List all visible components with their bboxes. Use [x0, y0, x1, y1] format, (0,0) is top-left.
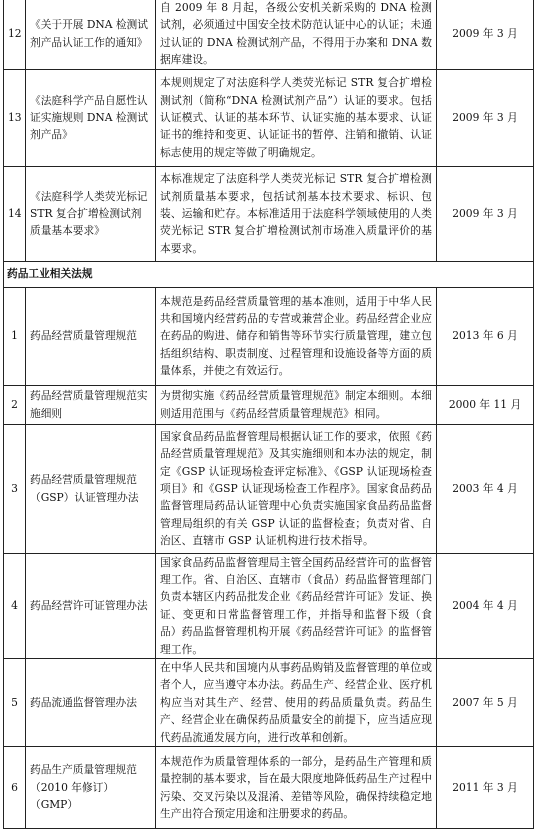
regulation-name: 药品经营许可证管理办法	[26, 553, 156, 658]
row-number: 3	[4, 424, 26, 553]
row-number: 12	[4, 0, 26, 69]
regulation-name: 《关于开展 DNA 检测试剂产品认证工作的通知》	[26, 0, 156, 69]
regulation-name: 药品经营质量管理规范（GSP）认证管理办法	[26, 424, 156, 553]
regulation-description: 为贯彻实施《药品经营质量管理规范》制定本细则。本细则适用范围与《药品经营质量管理规范》相同。	[156, 385, 437, 424]
section-title: 药品工业相关法规	[4, 261, 534, 287]
regulation-description: 自 2009 年 8 月起，各级公安机关新采购的 DNA 检测试剂，必须通过中国安全技术防范认证中心的认证；未通过认证的 DNA 检测试剂产品，不得用于办案和 DNA 数据库建设。	[156, 0, 437, 69]
row-number: 2	[4, 385, 26, 424]
regulation-date: 2007 年 5 月	[437, 659, 534, 747]
table-row	[4, 424, 534, 553]
table-body-top	[4, 0, 534, 829]
regulation-date: 2009 年 3 月	[437, 69, 534, 166]
regulation-name: 《法庭科学人类荧光标记 STR 复合扩增检测试剂质量基本要求》	[26, 166, 156, 261]
section-header-row	[4, 261, 534, 287]
row-number: 6	[4, 747, 26, 829]
regulation-name: 药品经营质量管理规范实施细则	[26, 385, 156, 424]
regulation-description: 国家食品药品监督管理局主管全国药品经营许可的监督管理工作。省、自治区、直辖市（食品）药品监督管理部门负责本辖区内药品批发企业《药品经营许可证》发证、换证、变更和日常监督管理工作，并指导和监督下级（食品）药品监督管理机构开展《药品经营许可证》的监督管理工作。	[156, 553, 437, 658]
regulation-date: 2013 年 6 月	[437, 287, 534, 385]
regulation-date: 2004 年 4 月	[437, 553, 534, 658]
table-row	[4, 385, 534, 424]
row-number: 5	[4, 659, 26, 747]
row-number: 1	[4, 287, 26, 385]
table-row	[4, 747, 534, 829]
regulation-description: 本标准规定了法庭科学人类荧光标记 STR 复合扩增检测试剂质量基本要求，包括试剂基本技术要求、标识、包装、运输和贮存。本标准适用于法庭科学领域使用的人类荧光标记 STR 复合扩增检测试剂市场准入质量评价的基本要求。	[156, 166, 437, 261]
regulation-date: 2003 年 4 月	[437, 424, 534, 553]
regulation-name: 药品流通监督管理办法	[26, 659, 156, 747]
regulation-description: 本规则规定了对法庭科学人类荧光标记 STR 复合扩增检测试剂（简称“DNA 检测试剂产品”）认证的要求。包括认证模式、认证的基本环节、认证实施的基本要求、认证证书的维持和变更、认证证书的暂停、注销和撤销、认证标志使用的规定等做了明确规定。	[156, 69, 437, 166]
regulation-name: 药品生产质量管理规范（2010 年修订）（GMP）	[26, 747, 156, 829]
regulation-date: 2009 年 3 月	[437, 166, 534, 261]
table-row	[4, 553, 534, 658]
regulation-date: 2000 年 11 月	[437, 385, 534, 424]
row-number: 14	[4, 166, 26, 261]
table-row	[4, 166, 534, 261]
regulation-description: 国家食品药品监督管理局根据认证工作的要求，依照《药品经营质量管理规范》及其实施细则和本办法的规定，制定《GSP 认证现场检查评定标准》、《GSP 认证现场检查项目》和《GSP 认证现场检查工作程序》。国家食品药品监督管理局药品认证管理中心负责实施国家食品药品监督管理局组织的有关 GSP 认证的监督检查；负责对省、自治区、直辖市 GSP 认证机构进行技术指导。	[156, 424, 437, 553]
regulation-name: 药品经营质量管理规范	[26, 287, 156, 385]
table-row	[4, 287, 534, 385]
regulation-name: 《法庭科学产品自愿性认证实施规则 DNA 检测试剂产品》	[26, 69, 156, 166]
regulation-description: 本规范是药品经营质量管理的基本准则，适用于中华人民共和国境内经营药品的专营或兼营企业。药品经营企业应在药品的购进、储存和销售等环节实行质量管理，建立包括组织结构、职责制度、过程管理和设施设备等方面的质量体系，并使之有效运行。	[156, 287, 437, 385]
regulation-date: 2011 年 3 月	[437, 747, 534, 829]
regulation-description: 本规范作为质量管理体系的一部分，是药品生产管理和质量控制的基本要求，旨在最大限度地降低药品生产过程中污染、交叉污染以及混淆、差错等风险，确保持续稳定地生产出符合预定用途和注册要求的药品。	[156, 747, 437, 829]
row-number: 4	[4, 553, 26, 658]
regulations-table	[3, 0, 534, 829]
row-number: 13	[4, 69, 26, 166]
regulation-description: 在中华人民共和国境内从事药品购销及监督管理的单位或者个人，应当遵守本办法。药品生产、经营企业、医疗机构应当对其生产、经营、使用的药品质量负责。药品生产、经营企业在确保药品质量安全的前提下，应当适应现代药品流通发展方向，进行改革和创新。	[156, 659, 437, 747]
table-row	[4, 659, 534, 747]
regulation-date: 2009 年 3 月	[437, 0, 534, 69]
table-row	[4, 0, 534, 69]
table-row	[4, 69, 534, 166]
